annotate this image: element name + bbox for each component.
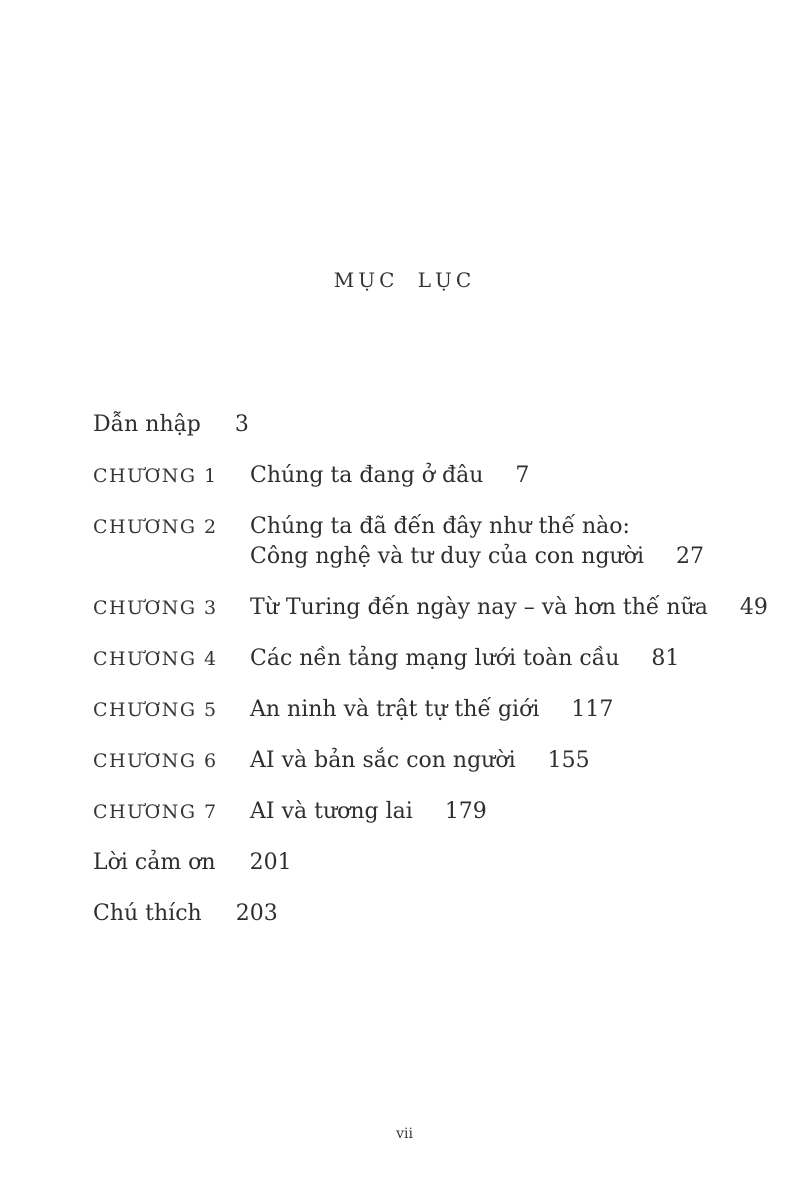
chapter-label: CHƯƠNG 2 — [93, 516, 218, 538]
chapter-title: Chúng ta đang ở đâu — [250, 463, 484, 488]
chapter-label: CHƯƠNG 1 — [93, 465, 218, 487]
toc-entry-acknowledgments — [93, 848, 769, 878]
entry-label: Lời cảm ơn — [93, 850, 216, 875]
toc-entry-chapter-3 — [93, 593, 769, 623]
toc-entry-chapter-5 — [93, 695, 769, 725]
page-number: 117 — [571, 697, 614, 722]
toc-entry-chapter-6 — [93, 746, 769, 776]
page-title: MỤC LỤC — [333, 268, 476, 292]
page-number: 81 — [651, 646, 680, 671]
entry-label: Dẫn nhập — [93, 412, 201, 437]
page-number: 7 — [515, 463, 530, 488]
page-number: 27 — [676, 544, 705, 569]
page-number: 179 — [444, 799, 487, 824]
page-number: 203 — [235, 901, 278, 926]
toc-entry-chapter-1 — [93, 461, 769, 491]
chapter-label: CHƯƠNG 5 — [93, 699, 218, 721]
chapter-title: An ninh và trật tự thế giới — [250, 697, 540, 722]
footer-page-number: vii — [396, 1126, 413, 1142]
page-number: 155 — [547, 748, 590, 773]
table-of-contents — [93, 410, 769, 929]
toc-entry-chapter-2 — [93, 512, 769, 572]
toc-entry-intro — [93, 410, 769, 440]
chapter-title: Các nền tảng mạng lưới toàn cầu — [250, 646, 620, 671]
chapter-label: CHƯƠNG 4 — [93, 648, 218, 670]
chapter-title: Từ Turing đến ngày nay – và hơn thế nữa — [250, 595, 708, 620]
chapter-title-line-1: Chúng ta đã đến đây như thế nào: — [250, 514, 630, 539]
page-number: 3 — [234, 412, 249, 437]
chapter-title-line-2: Công nghệ và tư duy của con người — [250, 544, 645, 569]
chapter-label: CHƯƠNG 6 — [93, 750, 218, 772]
chapter-title: AI và tương lai — [250, 799, 413, 824]
toc-entry-chapter-7 — [93, 797, 769, 827]
chapter-title: AI và bản sắc con người — [250, 748, 516, 773]
page-number: 49 — [739, 595, 768, 620]
chapter-label: CHƯƠNG 3 — [93, 597, 218, 619]
entry-label: Chú thích — [93, 901, 202, 926]
chapter-label: CHƯƠNG 7 — [93, 801, 218, 823]
toc-entry-chapter-4 — [93, 644, 769, 674]
page-number: 201 — [249, 850, 292, 875]
toc-entry-notes — [93, 899, 769, 929]
